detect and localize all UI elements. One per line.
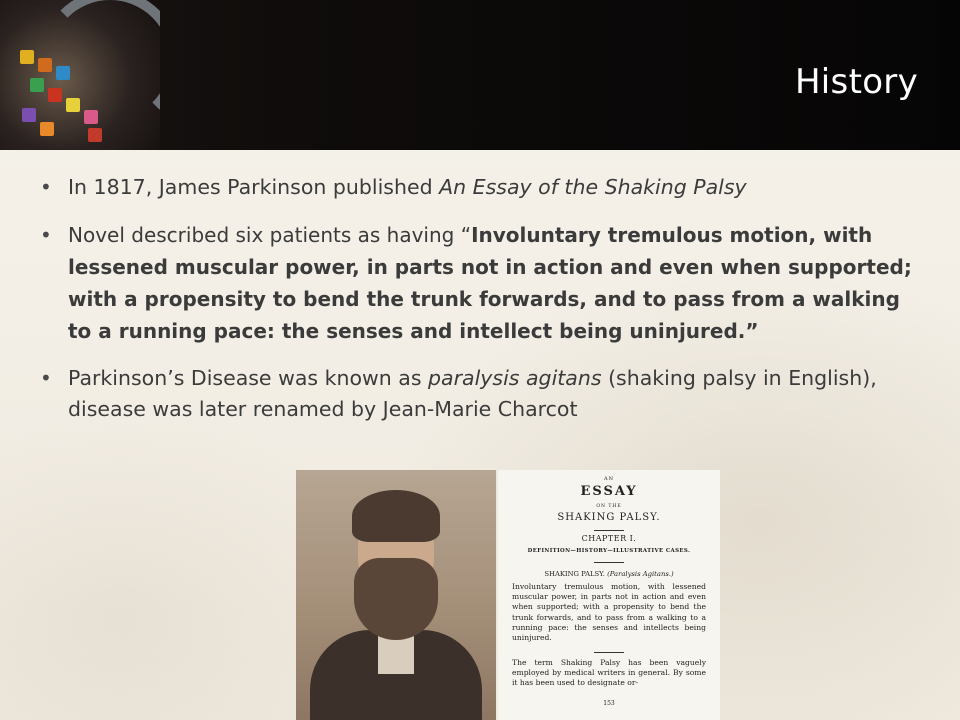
bullet-item: [30, 363, 930, 425]
page-number: 153: [603, 700, 615, 707]
bullet-list: [30, 172, 930, 441]
page-paragraph-1: Involuntary tremulous motion, with lessened muscular power, in parts not in action and even when supported; with a propensity to bend the trunk forwards, and to pass from a walking to a running pace: the senses and intellects being uninjured.: [512, 582, 706, 643]
medical-illustration: [0, 0, 160, 150]
color-tab: [22, 108, 36, 122]
portrait-collar: [378, 634, 414, 674]
page-paragraph-2: The term Shaking Palsy has been vaguely employed by medical writers in general. By some it has been used to designate or-: [512, 658, 706, 688]
page-rule: [594, 530, 624, 531]
bullet-text: In 1817, James Parkinson published: [68, 175, 440, 199]
page-rule: [594, 652, 624, 653]
page-rule: [594, 562, 624, 563]
color-tab: [66, 98, 80, 112]
bullet-dot-icon: •: [40, 223, 52, 247]
essay-book-page: [498, 470, 720, 720]
title-bar: [0, 0, 960, 150]
page-heading: [498, 570, 720, 578]
color-tab: [30, 78, 44, 92]
portrait-hair: [352, 490, 440, 542]
page-subtitle: DEFINITION—HISTORY—ILLUSTRATIVE CASES.: [527, 548, 691, 554]
james-parkinson-portrait: [296, 470, 496, 720]
bullet-dot-icon: •: [40, 175, 52, 199]
bullet-text: Novel described six patients as having “: [68, 223, 472, 247]
bullet-text: Parkinson’s Disease was known as: [68, 366, 429, 390]
stethoscope-tube: [40, 0, 160, 130]
quote-close: ”: [745, 319, 759, 343]
color-tab: [20, 50, 34, 64]
color-tab: [56, 66, 70, 80]
bullet-item: [30, 219, 930, 347]
color-tab: [38, 58, 52, 72]
quote-text: Involuntary tremulous motion, with lessened muscular power, in parts not in action and even when supported; with a propensity to bend the trunk forwards, and to pass from a walking to a running pace: the senses and intellect being uninjured.: [68, 223, 912, 343]
color-tab: [48, 88, 62, 102]
page-heading-italic: (Paralysis Agitans.): [607, 570, 674, 578]
page-heading-plain: SHAKING PALSY.: [544, 570, 605, 578]
book-title: An Essay of the Shaking Palsy: [439, 175, 747, 199]
bullet-item: [30, 172, 930, 203]
page-shaking-palsy: SHAKING PALSY.: [557, 512, 661, 523]
page-chapter: CHAPTER I.: [581, 534, 637, 543]
slide-title: History: [794, 62, 918, 102]
page-essay: ESSAY: [580, 484, 638, 499]
bullet-text-end: (shaking palsy in English), disease was later renamed by Jean-Marie Charcot: [68, 366, 877, 421]
color-tab: [88, 128, 102, 142]
page-an: AN: [604, 476, 614, 482]
latin-term: paralysis agitans: [428, 366, 602, 390]
page-on-the: ON THE: [596, 504, 622, 509]
color-tab: [84, 110, 98, 124]
portrait-beard: [354, 558, 438, 640]
bullet-dot-icon: •: [40, 366, 52, 390]
color-tab: [40, 122, 54, 136]
